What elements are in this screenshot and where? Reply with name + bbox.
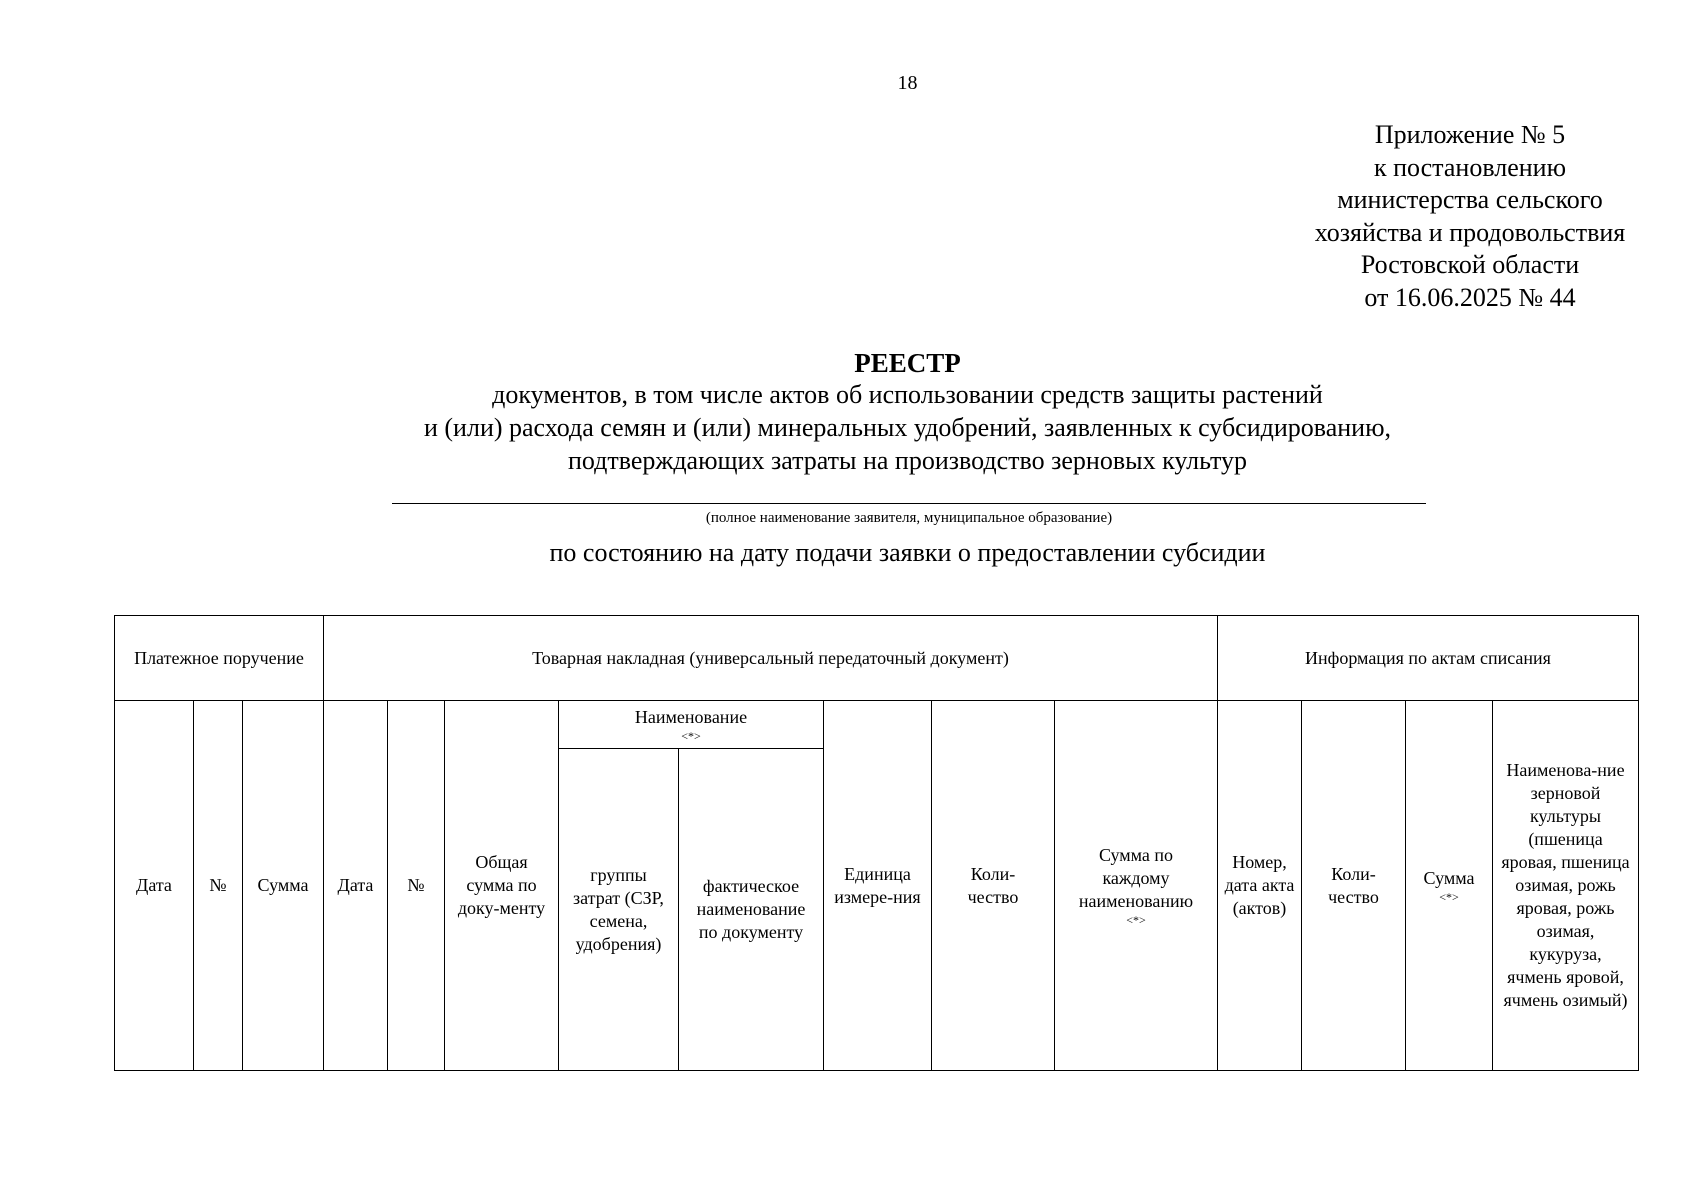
appendix-line: хозяйства и продовольствия [1314,217,1626,247]
header-payment-order: Платежное поручение [115,616,324,701]
col-act-quantity: Коли-чество [1302,701,1406,1071]
col-act-sum [1406,701,1493,1071]
col-act-number-date: Номер, дата акта (актов) [1218,701,1302,1071]
col-crop-name: Наименова-ние зерновой культуры (пшеница яровая, пшеница озимая, рожь яровая, рожь озимая, кукуруза, ячмень яровой, ячмень озимый) [1493,701,1639,1071]
col-actual-name: фактическое наименование по документу [679,749,824,1071]
subtitle-line: документов, в том числе актов об использовании средств защиты растений [492,380,1323,409]
appendix-line: министерства сельского [1337,185,1603,214]
applicant-name-line [392,503,1426,504]
appendix-line: Приложение № 5 [1374,120,1566,149]
document-heading [300,348,1515,477]
appendix-line: от 16.06.2025 № 44 [1364,282,1576,312]
col-invoice-total: Общая сумма по доку-менту [445,701,559,1071]
subtitle-line: и (или) расхода семян и (или) минеральных удобрений, заявленных к субсидированию, [423,413,1391,442]
header-name-group [559,701,824,749]
page-number: 18 [897,72,918,94]
col-po-sum: Сумма [243,701,324,1071]
col-unit: Единица измере-ния [824,701,932,1071]
document-title: РЕЕСТР [854,348,961,378]
footnote-mark: <*> [1126,913,1146,927]
appendix-line: к постановлению [1373,152,1567,182]
col-cost-group: группы затрат (СЗР, семена, удобрения) [559,749,679,1071]
sum-per-item-label: Сумма по каждому наименованию [1078,845,1194,911]
name-group-label: Наименование [634,707,748,727]
appendix-note [1270,119,1670,314]
subtitle-line: подтверждающих затраты на производство зерновых культур [567,446,1248,475]
col-po-date: Дата [115,701,194,1071]
col-invoice-number: № [388,701,445,1071]
header-writeoff-info: Информация по актам списания [1218,616,1639,701]
as-of-date-text: по состоянию на дату подачи заявки о предоставлении субсидии [549,538,1266,567]
col-invoice-date: Дата [324,701,388,1071]
col-quantity: Коли-чество [932,701,1055,1071]
col-po-number: № [194,701,243,1071]
header-invoice: Товарная накладная (универсальный передаточный документ) [324,616,1218,701]
footnote-mark: <*> [681,729,701,743]
registry-table [114,615,1639,1071]
act-sum-label: Сумма [1423,868,1475,888]
applicant-caption: (полное наименование заявителя, муниципальное образование) [705,510,1113,526]
appendix-line: Ростовской области [1360,250,1580,279]
footnote-mark: <*> [1439,890,1459,904]
col-sum-per-item [1055,701,1218,1071]
